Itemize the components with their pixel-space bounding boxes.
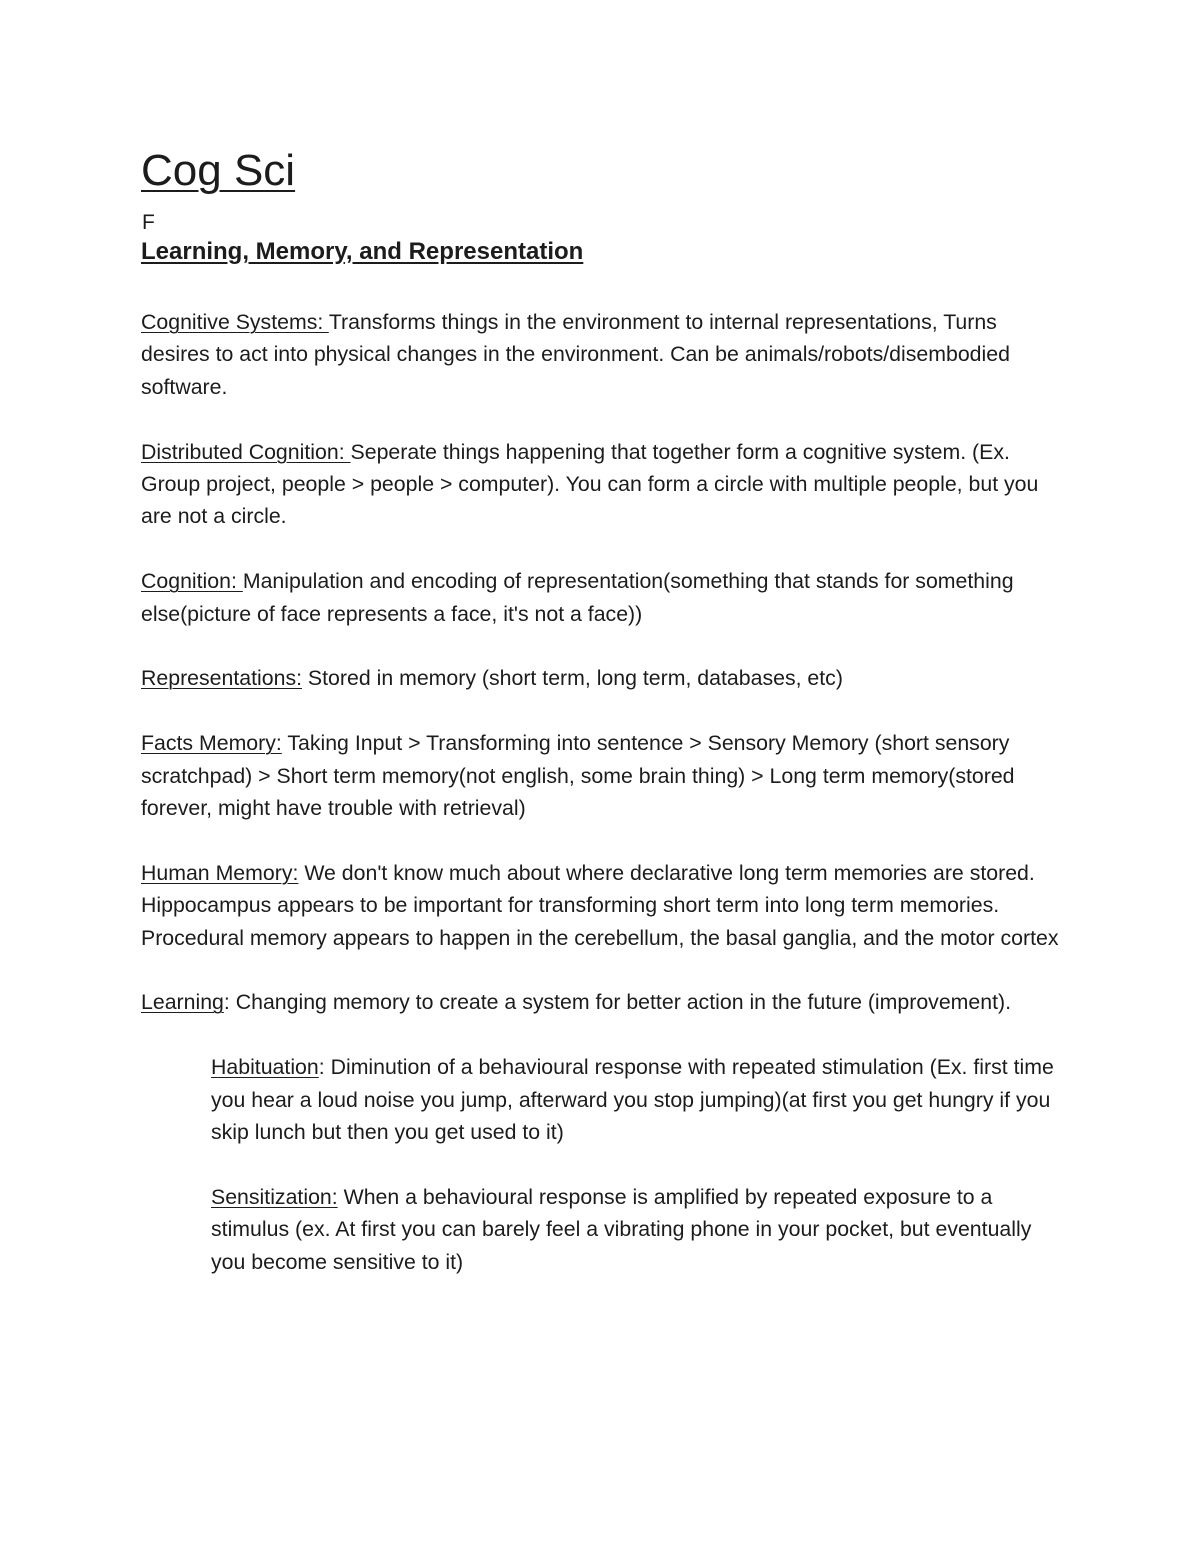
definition-human-memory [141,857,1071,954]
definition-representations [141,662,1071,694]
definition-learning [141,986,1071,1018]
term-label: Human Memory: [141,860,299,885]
definition-list [141,306,1071,1310]
definition-text: Manipulation and encoding of representation(something that stands for something else(picture of face represents a face, it's not a face)) [141,569,1014,626]
definition-text: : Diminution of a behavioural response with repeated stimulation (Ex. first time you hear a loud noise you jump, afterward you stop jumping)(at first you get hungry if you skip lunch but then you get used to it) [211,1055,1054,1145]
definition-text: We don't know much about where declarative long term memories are stored. Hippocampus appears to be important for transforming short term into long term memories. Procedural memory appears to happen in the cerebellum, the basal ganglia, and the motor cortex [141,860,1059,950]
term-label: Distributed Cognition: [141,439,351,464]
definition-text: Seperate things happening that together form a cognitive system. (Ex. Group project, people > people > computer). You can form a circle with multiple people, but you are not a circle. [141,439,1039,529]
section-heading: Learning, Memory, and Representation [141,238,584,265]
definition-cognition [141,565,1071,630]
definition-distributed-cognition [141,436,1071,533]
definition-facts-memory [141,727,1071,824]
term-label: Cognitive Systems: [141,310,329,334]
stray-character: F [142,211,155,234]
definition-text: Transforms things in the environment to internal representations, Turns desires to act into physical changes in the environment. Can be animals/robots/disembodied software. [141,310,1010,399]
term-label: Sensitization: [211,1184,338,1209]
definition-text: : Changing memory to create a system for better action in the future (improvement). [223,990,1012,1015]
page-title: Cog Sci [141,146,296,195]
definition-cognitive-systems [141,306,1071,403]
term-label: Cognition: [141,569,243,594]
term-label: Facts Memory: [141,731,282,756]
definition-text: Stored in memory (short term, long term, databases, etc) [302,666,843,691]
definition-text: When a behavioural response is amplified by repeated exposure to a stimulus (ex. At first you can barely feel a vibrating phone in your pocket, but eventually you become sensitive to it) [211,1184,1032,1274]
term-label: Representations: [141,666,303,691]
term-label: Habituation [211,1055,319,1080]
definition-habituation [211,1051,1071,1148]
definition-text: Taking Input > Transforming into sentence > Sensory Memory (short sensory scratchpad) > Short term memory(not english, some brain thing) > Long term memory(stored forever, might have trouble with retrieval) [141,731,1015,821]
definition-sensitization [211,1181,1071,1278]
term-label: Learning [141,990,224,1015]
